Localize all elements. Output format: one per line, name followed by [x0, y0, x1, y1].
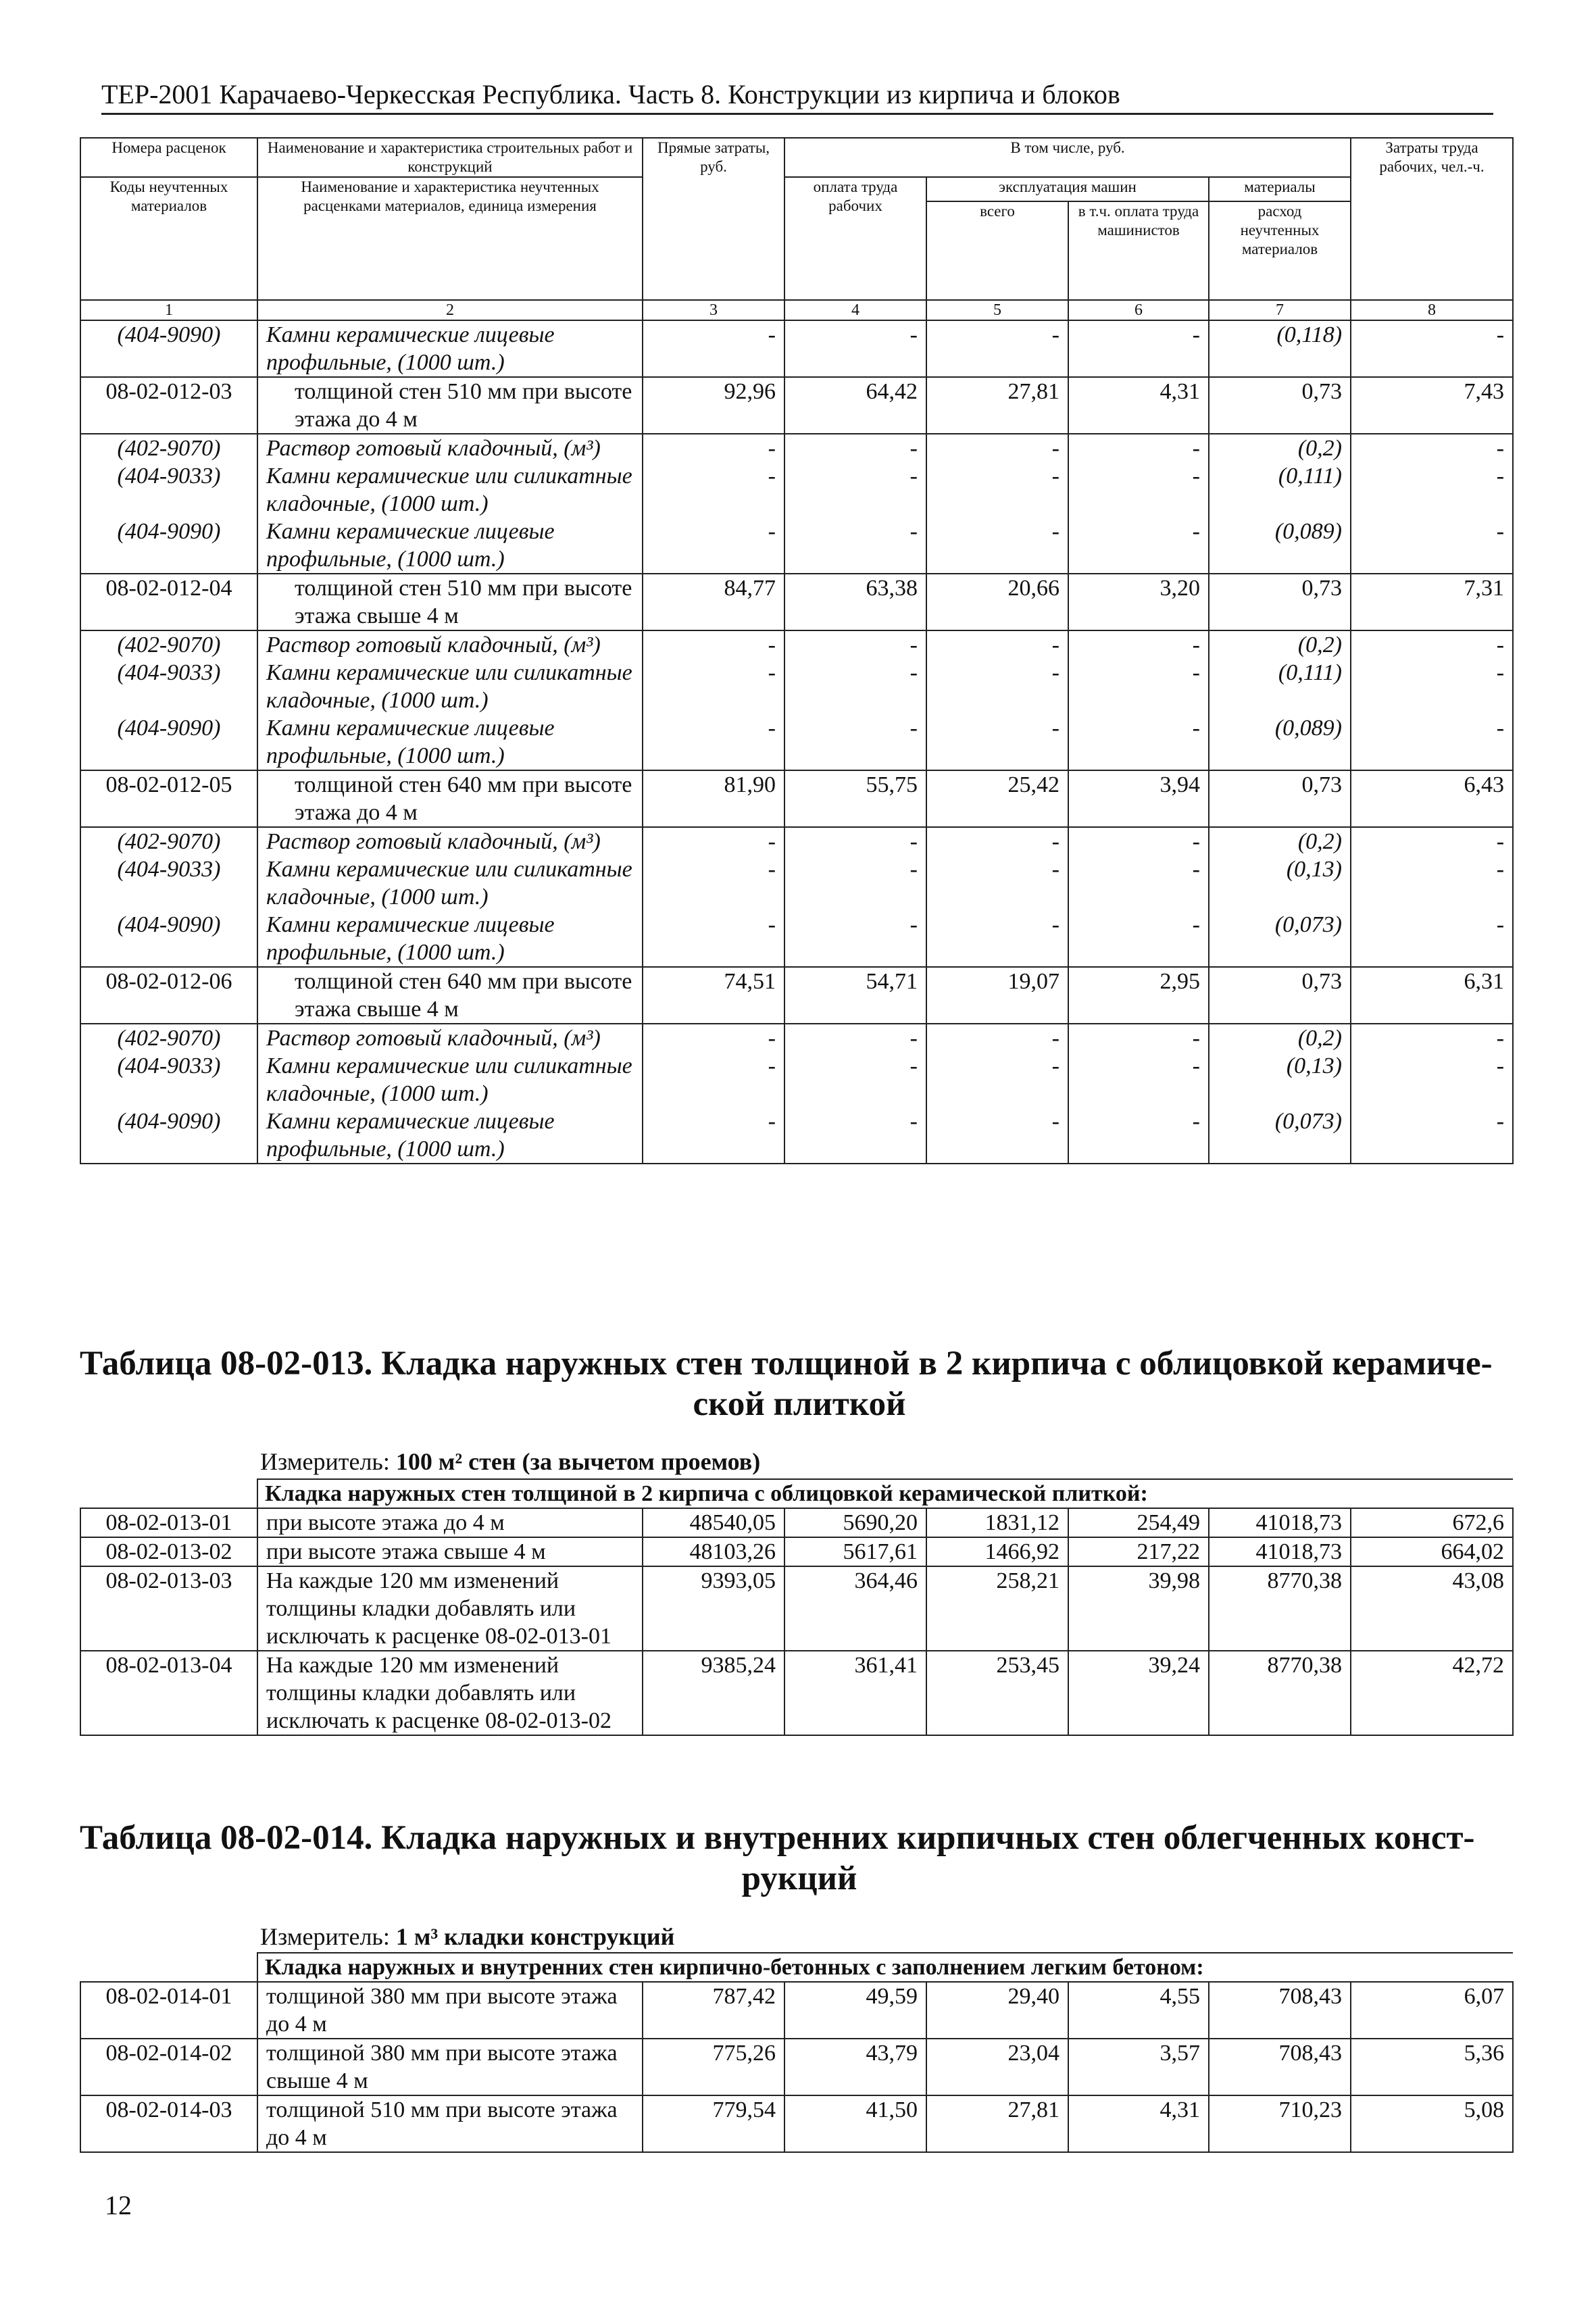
value-c7: (0,073): [1209, 911, 1351, 967]
table-row: [80, 574, 1513, 630]
head-col1-bottom: Коды неучтенных материалов: [80, 177, 257, 300]
value-c4: 49,59: [784, 1982, 926, 2039]
table-014-title: Таблица 08-02-014. Кладка наружных и внутренних кирпичных стен облегченных конст- рукций: [80, 1819, 1475, 1897]
rate-name: при высоте этажа свыше 4 м: [257, 1537, 643, 1566]
value-c7: 41018,73: [1209, 1537, 1351, 1566]
value-c8: 5,36: [1351, 2039, 1513, 2095]
value-c4: 55,75: [784, 770, 926, 827]
value-c6: -: [1068, 855, 1209, 911]
table-row: [80, 1024, 1513, 1052]
value-c3: -: [643, 911, 784, 967]
value-c8: -: [1351, 827, 1513, 855]
rate-code: 08-02-013-01: [80, 1508, 257, 1537]
value-c3: 9385,24: [643, 1651, 784, 1735]
value-c6: -: [1068, 1052, 1209, 1107]
value-c6: -: [1068, 630, 1209, 659]
value-c8: -: [1351, 434, 1513, 462]
value-c5: -: [926, 911, 1068, 967]
head-wages: оплата труда рабочих: [784, 177, 926, 300]
rate-name: Раствор готовый кладочный, (м³): [257, 630, 643, 659]
rate-name: толщиной 380 мм при высоте этажа свыше 4 м: [257, 2039, 643, 2095]
page-header: ТЕР-2001 Карачаево-Черкесская Республика. Часть 8. Конструкции из кирпича и блоков: [101, 78, 1493, 115]
value-c4: -: [784, 630, 926, 659]
head-machinists-wages: в т.ч. оплата труда машинистов: [1068, 201, 1209, 300]
value-c6: -: [1068, 1024, 1209, 1052]
value-c3: 48103,26: [643, 1537, 784, 1566]
value-c4: -: [784, 320, 926, 377]
table-row: [80, 2095, 1513, 2152]
value-c6: 254,49: [1068, 1508, 1209, 1537]
value-c3: 92,96: [643, 377, 784, 434]
value-c8: 6,07: [1351, 1982, 1513, 2039]
head-machines: эксплуатация машин: [926, 177, 1209, 201]
value-c8: 7,43: [1351, 377, 1513, 434]
value-c3: -: [643, 1107, 784, 1164]
value-c8: -: [1351, 855, 1513, 911]
rate-code: (404-9090): [80, 911, 257, 967]
value-c6: -: [1068, 911, 1209, 967]
rate-name: толщиной стен 510 мм при высоте этажа свыше 4 м: [257, 574, 643, 630]
head-direct-costs: Прямые затраты, руб.: [643, 138, 784, 300]
value-c5: 258,21: [926, 1566, 1068, 1651]
page-number: 12: [105, 2190, 132, 2220]
rate-code: (404-9033): [80, 1052, 257, 1107]
value-c8: -: [1351, 1052, 1513, 1107]
table-014-caption: Кладка наружных и внутренних стен кирпично-бетонных с заполнением легким бетоном:: [257, 1953, 1513, 1982]
value-c6: 217,22: [1068, 1537, 1209, 1566]
value-c4: -: [784, 714, 926, 770]
value-c4: -: [784, 462, 926, 518]
value-c3: -: [643, 462, 784, 518]
value-c3: 48540,05: [643, 1508, 784, 1537]
value-c6: 4,31: [1068, 377, 1209, 434]
table-row: [80, 377, 1513, 434]
rate-code: (404-9033): [80, 659, 257, 714]
value-c8: 42,72: [1351, 1651, 1513, 1735]
table-row: [80, 1982, 1513, 2039]
rate-code: 08-02-013-02: [80, 1537, 257, 1566]
rate-code: 08-02-012-04: [80, 574, 257, 630]
value-c3: -: [643, 855, 784, 911]
rate-name: Раствор готовый кладочный, (м³): [257, 827, 643, 855]
rate-name: Раствор готовый кладочный, (м³): [257, 1024, 643, 1052]
value-c3: 74,51: [643, 967, 784, 1024]
rate-code: (404-9090): [80, 518, 257, 574]
value-c6: -: [1068, 434, 1209, 462]
value-c7: (0,111): [1209, 462, 1351, 518]
value-c4: -: [784, 855, 926, 911]
rate-code: 08-02-013-03: [80, 1566, 257, 1651]
table-row: [80, 630, 1513, 659]
value-c7: 710,23: [1209, 2095, 1351, 2152]
value-c7: 708,43: [1209, 1982, 1351, 2039]
value-c8: 672,6: [1351, 1508, 1513, 1537]
value-c3: -: [643, 518, 784, 574]
value-c8: -: [1351, 320, 1513, 377]
value-c6: -: [1068, 518, 1209, 574]
table-013-measure: Измеритель: 100 м² стен (за вычетом проемов): [260, 1448, 761, 1475]
rate-name: Камни керамические или силикатные кладочные, (1000 шт.): [257, 1052, 643, 1107]
table-row: [80, 1052, 1513, 1107]
value-c8: 6,43: [1351, 770, 1513, 827]
value-c5: -: [926, 630, 1068, 659]
value-c5: 23,04: [926, 2039, 1068, 2095]
value-c3: -: [643, 1052, 784, 1107]
value-c4: -: [784, 518, 926, 574]
value-c4: -: [784, 827, 926, 855]
value-c6: -: [1068, 827, 1209, 855]
column-numbers-row: 1 2 3 4 5 6 7 8: [80, 300, 1513, 320]
rate-code: 08-02-012-06: [80, 967, 257, 1024]
value-c5: -: [926, 714, 1068, 770]
head-col2-bottom: Наименование и характеристика неучтенных расценками материалов, единица измерения: [257, 177, 643, 300]
value-c4: 5690,20: [784, 1508, 926, 1537]
table-row: [80, 320, 1513, 377]
value-c4: -: [784, 434, 926, 462]
table-row: [80, 770, 1513, 827]
value-c7: 0,73: [1209, 574, 1351, 630]
value-c3: -: [643, 714, 784, 770]
value-c5: -: [926, 1024, 1068, 1052]
value-c8: 664,02: [1351, 1537, 1513, 1566]
value-c4: -: [784, 1052, 926, 1107]
rate-name: Камни керамические или силикатные кладочные, (1000 шт.): [257, 659, 643, 714]
rate-name: толщиной стен 640 мм при высоте этажа свыше 4 м: [257, 967, 643, 1024]
table-row: [80, 1566, 1513, 1651]
rate-code: (404-9090): [80, 320, 257, 377]
head-col2-top: Наименование и характеристика строительных работ и конструкций: [257, 138, 643, 177]
value-c7: (0,073): [1209, 1107, 1351, 1164]
head-machines-total: всего: [926, 201, 1068, 300]
value-c6: -: [1068, 320, 1209, 377]
rate-name: при высоте этажа до 4 м: [257, 1508, 643, 1537]
rate-code: (404-9090): [80, 1107, 257, 1164]
value-c4: 63,38: [784, 574, 926, 630]
value-c7: (0,2): [1209, 827, 1351, 855]
value-c5: -: [926, 434, 1068, 462]
value-c5: -: [926, 462, 1068, 518]
value-c7: (0,2): [1209, 1024, 1351, 1052]
value-c6: 3,20: [1068, 574, 1209, 630]
value-c5: -: [926, 518, 1068, 574]
value-c5: -: [926, 659, 1068, 714]
value-c3: -: [643, 659, 784, 714]
value-c8: -: [1351, 462, 1513, 518]
value-c8: -: [1351, 714, 1513, 770]
table-row: [80, 462, 1513, 518]
rate-name: Раствор готовый кладочный, (м³): [257, 434, 643, 462]
value-c4: 43,79: [784, 2039, 926, 2095]
table-row: [80, 911, 1513, 967]
value-c3: 787,42: [643, 1982, 784, 2039]
rate-name: Камни керамические лицевые профильные, (1000 шт.): [257, 714, 643, 770]
rates-table-012: [80, 137, 1514, 1164]
table-row: [80, 659, 1513, 714]
value-c6: -: [1068, 714, 1209, 770]
rate-code: (402-9070): [80, 1024, 257, 1052]
value-c7: (0,089): [1209, 714, 1351, 770]
value-c6: -: [1068, 1107, 1209, 1164]
value-c6: 3,57: [1068, 2039, 1209, 2095]
value-c4: -: [784, 659, 926, 714]
value-c7: (0,13): [1209, 855, 1351, 911]
rate-name: Камни керамические или силикатные кладочные, (1000 шт.): [257, 462, 643, 518]
rate-name: Камни керамические лицевые профильные, (1000 шт.): [257, 320, 643, 377]
value-c4: 41,50: [784, 2095, 926, 2152]
table-013-title: Таблица 08-02-013. Кладка наружных стен толщиной в 2 кирпича с облицовкой керамиче- ской плиткой: [80, 1345, 1493, 1423]
value-c8: 6,31: [1351, 967, 1513, 1024]
value-c6: 39,24: [1068, 1651, 1209, 1735]
value-c7: 708,43: [1209, 2039, 1351, 2095]
table-013-caption: Кладка наружных стен толщиной в 2 кирпича с облицовкой керамической плиткой:: [257, 1479, 1513, 1508]
value-c6: 4,55: [1068, 1982, 1209, 2039]
rates-table-014: [80, 1952, 1514, 2153]
value-c4: -: [784, 1024, 926, 1052]
rate-code: (402-9070): [80, 630, 257, 659]
rate-name: На каждые 120 мм изменений толщины кладки добавлять или исключать к расценке 08-02-013-02: [257, 1651, 643, 1735]
table-row: [80, 518, 1513, 574]
value-c5: 1466,92: [926, 1537, 1068, 1566]
table-row: [80, 967, 1513, 1024]
value-c8: 5,08: [1351, 2095, 1513, 2152]
rate-code: (404-9033): [80, 855, 257, 911]
value-c5: 25,42: [926, 770, 1068, 827]
table-row: [80, 1508, 1513, 1537]
value-c5: 27,81: [926, 377, 1068, 434]
table-row: [80, 434, 1513, 462]
value-c8: -: [1351, 1024, 1513, 1052]
value-c4: 361,41: [784, 1651, 926, 1735]
value-c6: 3,94: [1068, 770, 1209, 827]
rate-name: толщиной стен 640 мм при высоте этажа до 4 м: [257, 770, 643, 827]
value-c8: 7,31: [1351, 574, 1513, 630]
value-c7: 0,73: [1209, 377, 1351, 434]
value-c5: 1831,12: [926, 1508, 1068, 1537]
value-c4: 5617,61: [784, 1537, 926, 1566]
value-c8: -: [1351, 1107, 1513, 1164]
table-row: [80, 714, 1513, 770]
rate-code: (404-9090): [80, 714, 257, 770]
value-c5: 253,45: [926, 1651, 1068, 1735]
value-c6: 2,95: [1068, 967, 1209, 1024]
rate-name: Камни керамические лицевые профильные, (1000 шт.): [257, 1107, 643, 1164]
rate-name: Камни керамические или силикатные кладочные, (1000 шт.): [257, 855, 643, 911]
value-c7: 8770,38: [1209, 1651, 1351, 1735]
table-row: [80, 1107, 1513, 1164]
rate-name: На каждые 120 мм изменений толщины кладки добавлять или исключать к расценке 08-02-013-01: [257, 1566, 643, 1651]
value-c7: 8770,38: [1209, 1566, 1351, 1651]
value-c6: 39,98: [1068, 1566, 1209, 1651]
value-c4: -: [784, 1107, 926, 1164]
table-014-measure: Измеритель: 1 м³ кладки конструкций: [260, 1923, 675, 1950]
value-c8: -: [1351, 518, 1513, 574]
value-c5: 19,07: [926, 967, 1068, 1024]
value-c4: -: [784, 911, 926, 967]
value-c5: 29,40: [926, 1982, 1068, 2039]
rate-name: толщиной 510 мм при высоте этажа до 4 м: [257, 2095, 643, 2152]
value-c3: 84,77: [643, 574, 784, 630]
table-row: [80, 2039, 1513, 2095]
value-c4: 364,46: [784, 1566, 926, 1651]
value-c3: -: [643, 1024, 784, 1052]
value-c3: 9393,05: [643, 1566, 784, 1651]
value-c5: -: [926, 1107, 1068, 1164]
value-c7: 0,73: [1209, 967, 1351, 1024]
head-materials: материалы: [1209, 177, 1351, 201]
rate-name: толщиной стен 510 мм при высоте этажа до 4 м: [257, 377, 643, 434]
value-c4: 54,71: [784, 967, 926, 1024]
value-c5: 27,81: [926, 2095, 1068, 2152]
head-labor: Затраты труда рабочих, чел.-ч.: [1351, 138, 1513, 300]
value-c5: -: [926, 855, 1068, 911]
value-c6: -: [1068, 659, 1209, 714]
rate-code: 08-02-012-03: [80, 377, 257, 434]
rate-name: Камни керамические лицевые профильные, (1000 шт.): [257, 911, 643, 967]
rate-code: 08-02-013-04: [80, 1651, 257, 1735]
value-c5: -: [926, 1052, 1068, 1107]
rate-code: 08-02-014-01: [80, 1982, 257, 2039]
rate-code: (404-9033): [80, 462, 257, 518]
table-row: [80, 1537, 1513, 1566]
value-c3: 779,54: [643, 2095, 784, 2152]
rate-code: 08-02-014-03: [80, 2095, 257, 2152]
rate-code: 08-02-014-02: [80, 2039, 257, 2095]
value-c8: 43,08: [1351, 1566, 1513, 1651]
rate-code: (402-9070): [80, 827, 257, 855]
value-c7: 0,73: [1209, 770, 1351, 827]
head-col1-top: Номера расценок: [80, 138, 257, 177]
value-c3: -: [643, 827, 784, 855]
value-c5: 20,66: [926, 574, 1068, 630]
rate-code: 08-02-012-05: [80, 770, 257, 827]
value-c4: 64,42: [784, 377, 926, 434]
rate-name: Камни керамические лицевые профильные, (1000 шт.): [257, 518, 643, 574]
value-c7: (0,2): [1209, 630, 1351, 659]
rates-table-013: [80, 1478, 1514, 1736]
table-row: [80, 855, 1513, 911]
value-c3: -: [643, 434, 784, 462]
value-c8: -: [1351, 659, 1513, 714]
value-c7: 41018,73: [1209, 1508, 1351, 1537]
value-c6: -: [1068, 462, 1209, 518]
value-c7: (0,089): [1209, 518, 1351, 574]
value-c3: 775,26: [643, 2039, 784, 2095]
rate-name: толщиной 380 мм при высоте этажа до 4 м: [257, 1982, 643, 2039]
value-c8: -: [1351, 911, 1513, 967]
table-row: [80, 1651, 1513, 1735]
head-materials-use: расход неучтенных материалов: [1209, 201, 1351, 300]
table-row: [80, 827, 1513, 855]
value-c6: 4,31: [1068, 2095, 1209, 2152]
value-c3: 81,90: [643, 770, 784, 827]
head-group: В том числе, руб.: [784, 138, 1351, 177]
value-c7: (0,13): [1209, 1052, 1351, 1107]
value-c5: -: [926, 320, 1068, 377]
value-c3: -: [643, 630, 784, 659]
value-c3: -: [643, 320, 784, 377]
value-c7: (0,111): [1209, 659, 1351, 714]
value-c8: -: [1351, 630, 1513, 659]
value-c7: (0,2): [1209, 434, 1351, 462]
rate-code: (402-9070): [80, 434, 257, 462]
value-c7: (0,118): [1209, 320, 1351, 377]
value-c5: -: [926, 827, 1068, 855]
